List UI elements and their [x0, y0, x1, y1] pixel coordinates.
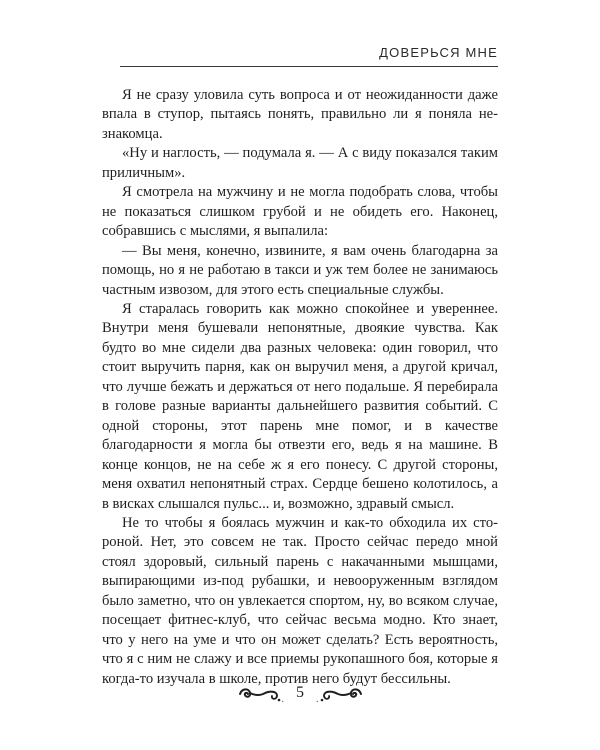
page-number: 5 [296, 684, 304, 701]
running-title: ДОВЕРЬСЯ МНЕ [379, 45, 498, 60]
body-text [102, 86, 498, 689]
running-header [120, 38, 498, 67]
scroll-ornament-right-icon [319, 682, 365, 704]
paragraph-4: — Вы меня, конечно, извините, я вам очень благодарна за помощь, но я не работаю в такси и уж тем более не занимаюсь частным извозом, для этого есть специальные службы. [102, 242, 498, 298]
folio-dot-left: . [281, 693, 284, 705]
scroll-ornament-left-icon [236, 682, 282, 704]
paragraph-6: Не то чтобы я боялась мужчин и как-то обходила их стороной. Нет, это совсем не так. Просто сейчас передо мной стоял здоровый, сильный парень с накачанными мышцами, выпирающими из-под рубашки, и невооруженным взглядом было заметно, что он увлекается спортом, ну, во всяком случае, посещает фитнес-клуб, что сейчас весьма модно. Кто знает, что у него на уме и что он может сделать? Есть вероятность, что я с ним не слажу и все приемы рукопашного боя, которые я когда-то изучала в школе, против него будут бессильны. [102, 514, 498, 687]
page-folio [0, 681, 600, 705]
paragraph-2: «Ну и наглость, — подумала я. — А с виду показался таким приличным». [102, 145, 498, 181]
paragraph-5: Я старалась говорить как можно спокойнее и увереннее. Внутри меня бушевали непонятные, двоякие чувства. Как будто во мне сидели два разных человека: один говорил, что стоит выручить парня, как он выручил меня, а другой кричал, что лучше бежать и держаться от него подальше. Я перебирала в голове разные варианты дальнейшего развития событий. С одной стороны, этот парень мне помог, и в качестве благодарности я могла бы отвезти его, ведь я на машине. В конце концов, не на себе ж я его понесу. С другой стороны, меня охватил непонятный страх. Сердце бешено колотилось, а в висках слышался пульс... и, возможно, здравый смысл. [102, 300, 498, 512]
paragraph-1: Я не сразу уловила суть вопроса и от неожиданности даже впала в ступор, пытаясь понять, правильно ли я поняла незнакомца. [102, 87, 498, 142]
folio-dot-right: . [316, 693, 319, 705]
paragraph-3: Я смотрела на мужчину и не могла подобрать слова, чтобы не показаться слишком грубой и не обидеть его. Наконец, собравшись с мыслями, я выпалила: [102, 184, 498, 240]
